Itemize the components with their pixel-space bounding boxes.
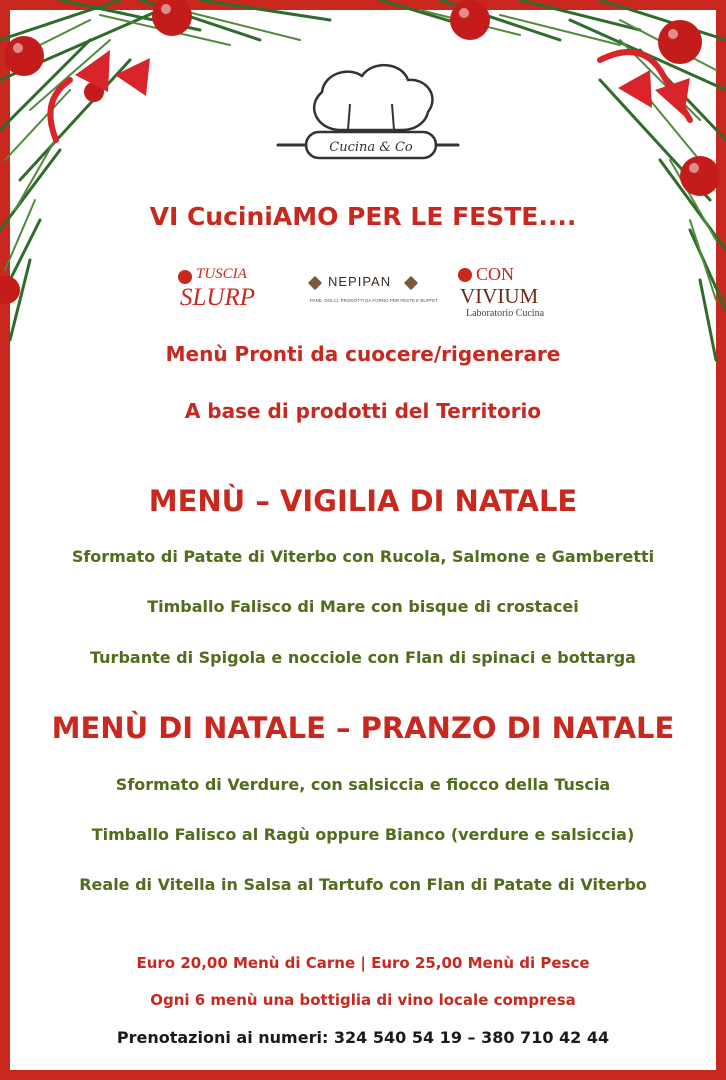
headline: VI CuciniAMO PER LE FESTE.... xyxy=(149,202,577,231)
diamond-icon xyxy=(404,276,418,290)
partner-tuscia-main: SLURP xyxy=(180,284,255,311)
partner-nepipan-sub: PANE, DOLCI, PRODOTTI DA FORNO PER FESTE E BUFFET xyxy=(310,298,438,303)
partner-convivium-sub: Laboratorio Cucina xyxy=(466,308,545,319)
menu-item: Sformato di Verdure, con salsiccia e fiocco della Tuscia xyxy=(115,775,611,794)
partner-logo-nepipan xyxy=(310,270,438,316)
partner-logo-convivium xyxy=(456,262,562,324)
menu-item: Timballo Falisco al Ragù oppure Bianco (verdure e salsiccia) xyxy=(91,825,635,844)
tomato-icon xyxy=(178,270,192,284)
logo-text: Cucina & Co xyxy=(329,140,413,155)
partner-convivium-main: VIVIUM xyxy=(460,284,539,308)
menu-item: Timballo Falisco di Mare con bisque di crostacei xyxy=(147,597,579,616)
partner-nepipan-main: NEPIPAN xyxy=(328,274,392,289)
subtitle-ready-menus: Menù Pronti da cuocere/rigenerare xyxy=(165,342,561,366)
subtitle-local-products: A base di prodotti del Territorio xyxy=(184,399,542,423)
diamond-icon xyxy=(308,276,322,290)
booking-phone-line: Prenotazioni ai numeri: 324 540 54 19 – 380 710 42 44 xyxy=(116,1028,610,1047)
partner-convivium-top: CON xyxy=(476,264,515,284)
prices-line: Euro 20,00 Menù di Carne | Euro 25,00 Menù di Pesce xyxy=(136,954,590,972)
partner-logo-tuscia-slurp xyxy=(176,262,278,324)
menu-title-vigilia: MENÙ – VIGILIA DI NATALE xyxy=(148,484,578,518)
menu-title-pranzo-natale: MENÙ DI NATALE – PRANZO DI NATALE xyxy=(51,711,675,745)
wine-offer-line: Ogni 6 menù una bottiglia di vino locale compresa xyxy=(150,991,576,1009)
menu-item: Sformato di Patate di Viterbo con Rucola, Salmone e Gamberetti xyxy=(71,547,655,566)
cucina-co-chef-hat-logo xyxy=(276,52,460,164)
menu-item: Turbante di Spigola e nocciole con Flan di spinaci e bottarga xyxy=(90,648,636,667)
menu-item: Reale di Vitella in Salsa al Tartufo con Flan di Patate di Viterbo xyxy=(79,875,647,894)
grape-icon xyxy=(458,268,472,282)
partner-tuscia-top: TUSCIA xyxy=(196,266,247,282)
